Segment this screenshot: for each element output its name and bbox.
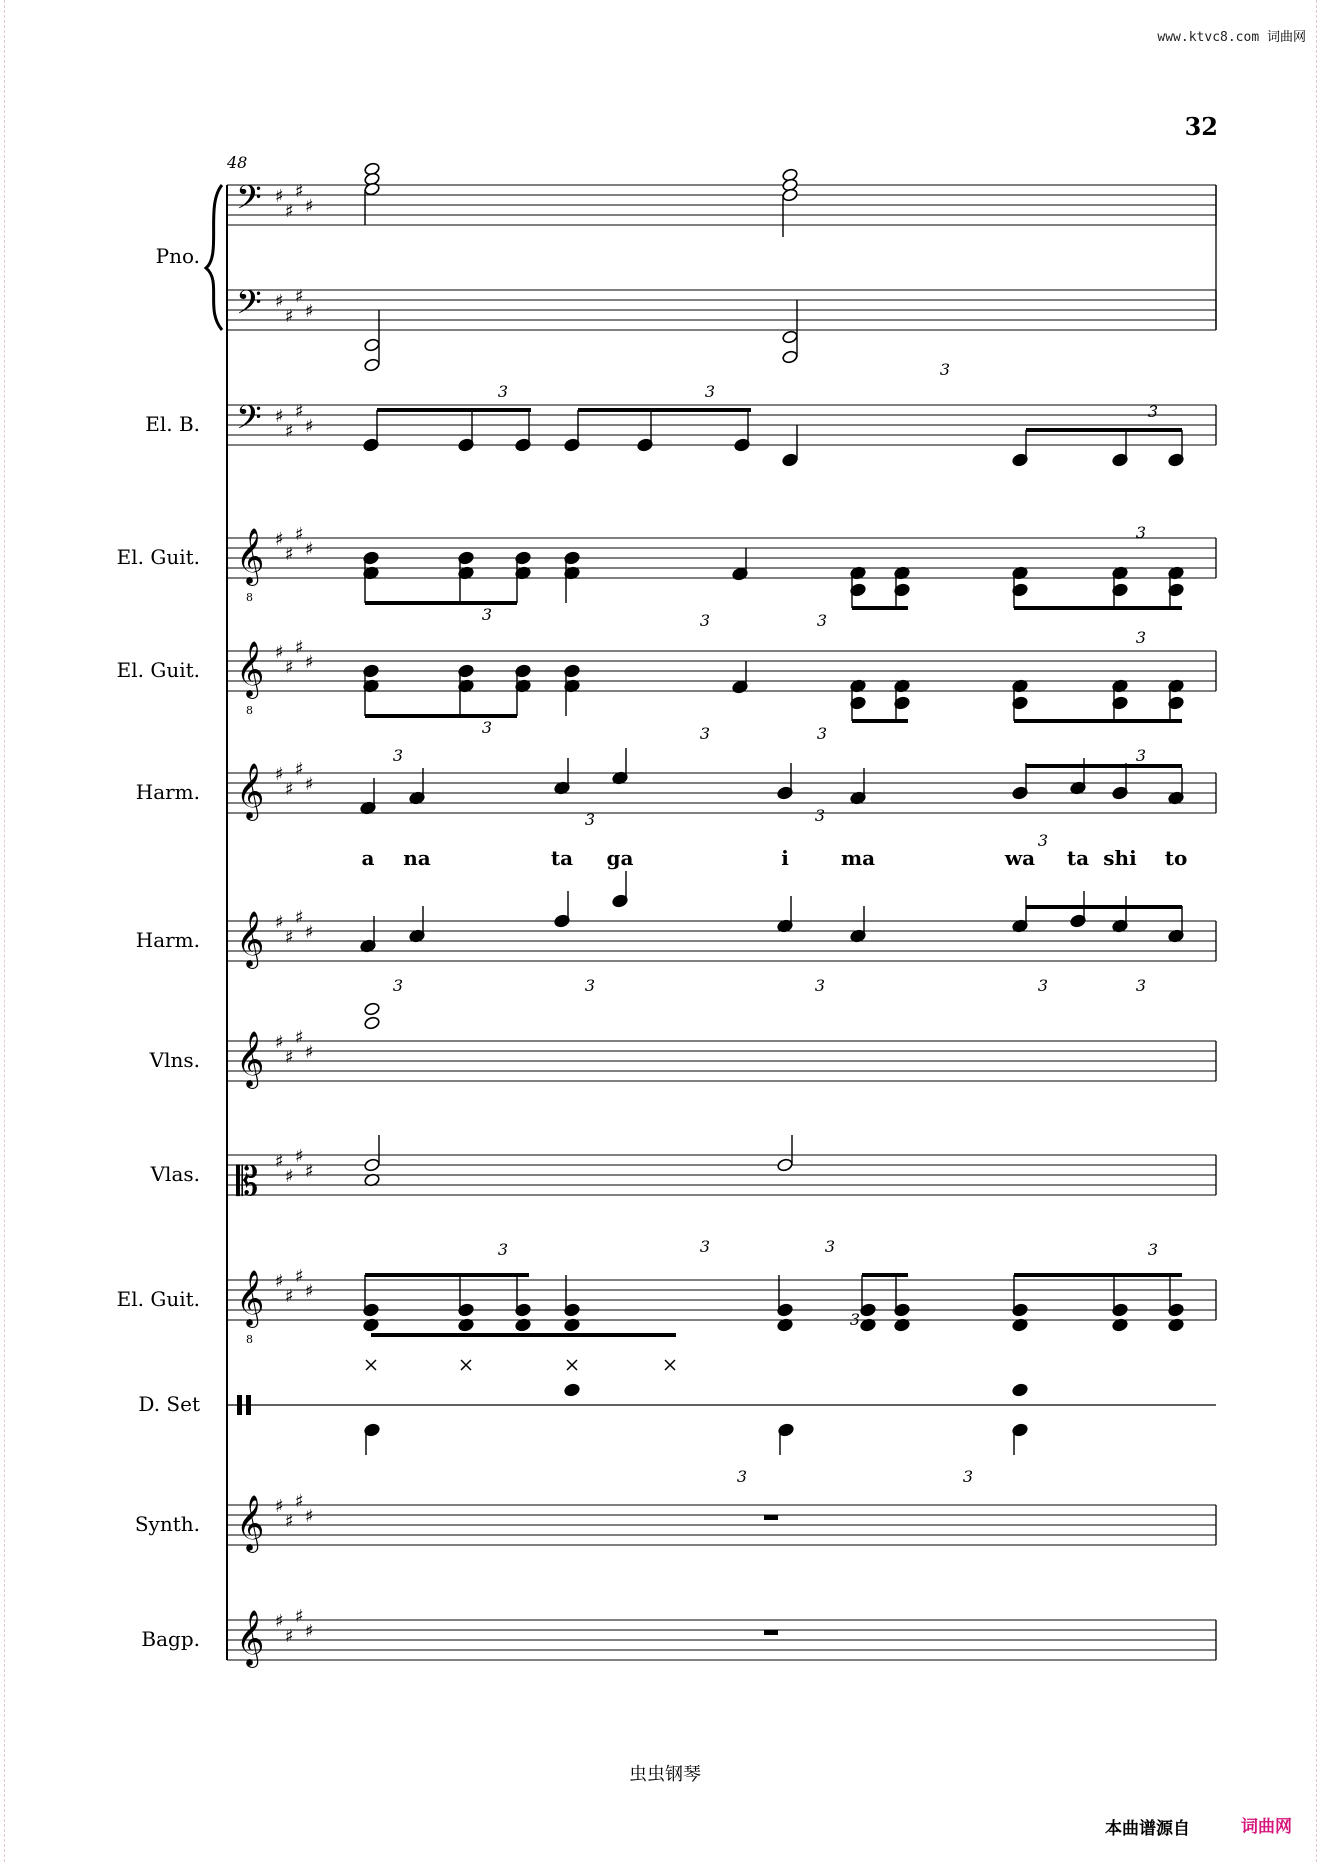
sharp-icon: ♯: [295, 1266, 304, 1287]
lyric-syllable: ga: [606, 846, 634, 870]
sharp-icon: ♯: [285, 1626, 294, 1647]
footer-source-label: 本曲谱源自: [1105, 1819, 1190, 1839]
triplet-mark: 3: [1135, 746, 1147, 765]
whole-rest: [764, 1630, 778, 1635]
triplet-mark: 3: [816, 611, 828, 630]
bass-notehead: [782, 330, 799, 344]
sharp-icon: ♯: [275, 291, 284, 312]
octave-8-icon: 8: [246, 1333, 253, 1346]
bass-clef-icon: 𝄢: [236, 399, 262, 445]
sharp-icon: ♯: [305, 1506, 314, 1527]
triplet-mark: 3: [699, 1237, 711, 1256]
sharp-icon: ♯: [295, 286, 304, 307]
sharp-icon: ♯: [275, 1151, 284, 1172]
triplet-mark: 3: [584, 976, 596, 995]
treble-8-clef-icon: 𝄞: [236, 641, 265, 697]
treble-clef-icon: 𝄞: [236, 1495, 265, 1551]
sharp-icon: ♯: [275, 1032, 284, 1053]
instrument-label: Pno.: [155, 244, 200, 268]
sharp-icon: ♯: [305, 1042, 314, 1063]
lyric-syllable: ma: [840, 846, 876, 870]
triplet-mark: 3: [699, 724, 711, 743]
sharp-icon: ♯: [275, 1611, 284, 1632]
piano-brace: [206, 185, 222, 330]
instrument-label: D. Set: [138, 1392, 200, 1416]
chord-notehead: [782, 188, 799, 202]
instrument-label: Harm.: [135, 780, 200, 804]
sharp-icon: ♯: [285, 657, 294, 678]
notehead: [564, 1383, 581, 1397]
sharp-icon: ♯: [275, 912, 284, 933]
sharp-icon: ♯: [275, 642, 284, 663]
triplet-mark: 3: [824, 1237, 836, 1256]
half-note: [364, 1158, 381, 1172]
sharp-icon: ♯: [285, 201, 294, 222]
sharp-icon: ♯: [285, 927, 294, 948]
staff-8: [227, 1027, 1216, 1089]
bass-clef-icon: 𝄢: [236, 284, 262, 330]
lyric-syllable: ta: [550, 846, 574, 870]
sharp-icon: ♯: [305, 1281, 314, 1302]
footer-app-name: 虫虫钢琴: [629, 1764, 701, 1785]
lyric-syllable: a: [361, 846, 375, 870]
staff-11: [227, 1395, 1216, 1415]
instrument-label: Harm.: [135, 928, 200, 952]
lyric-syllable: ta: [1066, 846, 1090, 870]
bass-notehead: [782, 350, 799, 364]
sharp-icon: ♯: [295, 181, 304, 202]
triplet-mark: 3: [816, 724, 828, 743]
bass-clef-icon: 𝄢: [236, 179, 262, 225]
whole-note: [364, 1016, 381, 1030]
sharp-icon: ♯: [305, 774, 314, 795]
sharp-icon: ♯: [295, 1491, 304, 1512]
triplet-mark: 3: [699, 611, 711, 630]
triplet-mark: 3: [1135, 976, 1147, 995]
triplet-mark: 3: [704, 382, 716, 401]
sharp-icon: ♯: [275, 529, 284, 550]
page-number: 32: [1184, 112, 1218, 141]
sharp-icon: ♯: [275, 764, 284, 785]
lyric-syllable: wa: [1004, 846, 1036, 870]
sharp-icon: ♯: [285, 1511, 294, 1532]
triplet-mark: 3: [392, 976, 404, 995]
sharp-icon: ♯: [285, 421, 294, 442]
instrument-label: Vlns.: [149, 1048, 200, 1072]
staff-5: [227, 637, 1216, 717]
triplet-mark: 3: [481, 718, 493, 737]
triplet-mark: 3: [481, 605, 493, 624]
staff-12: [227, 1491, 1216, 1553]
staff-2: [227, 284, 1216, 330]
instrument-label: El. B.: [145, 412, 200, 436]
sharp-icon: ♯: [295, 401, 304, 422]
staff-4: [227, 524, 1216, 604]
instrument-label: El. Guit.: [116, 1287, 200, 1311]
sharp-icon: ♯: [285, 544, 294, 565]
sharp-icon: ♯: [305, 196, 314, 217]
sharp-icon: ♯: [285, 1166, 294, 1187]
triplet-mark: 3: [1147, 1240, 1159, 1259]
sharp-icon: ♯: [285, 779, 294, 800]
sharp-icon: ♯: [305, 1621, 314, 1642]
staff-3: [227, 399, 1216, 445]
triplet-mark: 3: [497, 382, 509, 401]
instrument-label: Vlas.: [150, 1162, 200, 1186]
site-brand: 词曲网: [1266, 30, 1306, 45]
staff-13: [227, 1606, 1216, 1668]
sharp-icon: ♯: [285, 1286, 294, 1307]
staff-6: [227, 759, 1216, 821]
treble-clef-icon: 𝄞: [236, 763, 265, 819]
triplet-mark: 3: [1037, 976, 1049, 995]
sharp-icon: ♯: [305, 416, 314, 437]
treble-clef-icon: 𝄞: [236, 911, 265, 967]
notehead: [1012, 1383, 1029, 1397]
instrument-label: El. Guit.: [116, 658, 200, 682]
sharp-icon: ♯: [275, 1496, 284, 1517]
sharp-icon: ♯: [275, 1271, 284, 1292]
measure-number: 48: [227, 153, 248, 172]
sharp-icon: ♯: [275, 406, 284, 427]
octave-8-icon: 8: [246, 704, 253, 717]
sharp-icon: ♯: [295, 524, 304, 545]
bass-notehead: [364, 338, 381, 352]
sharp-icon: ♯: [305, 652, 314, 673]
sharp-icon: ♯: [305, 1161, 314, 1182]
sharp-icon: ♯: [295, 1027, 304, 1048]
treble-clef-icon: 𝄞: [236, 1031, 265, 1087]
triplet-mark: 3: [1135, 628, 1147, 647]
treble-8-clef-icon: 𝄞: [236, 528, 265, 584]
triplet-mark: 3: [736, 1467, 748, 1486]
sharp-icon: ♯: [295, 907, 304, 928]
triplet-mark: 3: [1037, 831, 1049, 850]
triplet-mark: 3: [392, 746, 404, 765]
treble-8-clef-icon: 𝄞: [236, 1270, 265, 1326]
staff-7: [227, 907, 1216, 969]
sharp-icon: ♯: [285, 1047, 294, 1068]
sharp-icon: ♯: [305, 922, 314, 943]
sharp-icon: ♯: [285, 306, 294, 327]
footer-source-brand[interactable]: 词曲网: [1241, 1817, 1292, 1837]
whole-rest: [764, 1515, 778, 1520]
half-note: [777, 1158, 794, 1172]
sharp-icon: ♯: [295, 759, 304, 780]
lyric-syllable: na: [403, 846, 431, 870]
instrument-label: Bagp.: [141, 1627, 200, 1651]
sharp-icon: ♯: [295, 1606, 304, 1627]
bass-notehead: [364, 358, 381, 372]
triplet-mark: 3: [849, 1310, 861, 1329]
percussion-clef-icon: [237, 1395, 242, 1415]
triplet-mark: 3: [497, 1240, 509, 1259]
sharp-icon: ♯: [295, 637, 304, 658]
triplet-mark: 3: [814, 976, 826, 995]
percussion-clef-icon: [246, 1395, 251, 1415]
alto-clef-icon: 𝄡: [236, 1159, 259, 1205]
sharp-icon: ♯: [275, 186, 284, 207]
site-url: www.ktvc8.com: [1157, 30, 1260, 45]
octave-8-icon: 8: [246, 591, 253, 604]
lyric-syllable: to: [1164, 846, 1188, 870]
triplet-mark: 3: [814, 806, 826, 825]
sharp-icon: ♯: [295, 1146, 304, 1167]
notehead: [782, 453, 799, 467]
triplet-mark: 3: [962, 1467, 974, 1486]
sharp-icon: ♯: [305, 301, 314, 322]
lyric-syllable: shi: [1103, 846, 1137, 870]
sharp-icon: ♯: [305, 539, 314, 560]
triplet-mark: 3: [1135, 523, 1147, 542]
triplet-mark: 3: [584, 810, 596, 829]
treble-clef-icon: 𝄞: [236, 1610, 265, 1666]
triplet-mark: 3: [939, 360, 951, 379]
chord-notehead: [364, 182, 381, 196]
triplet-mark: 3: [1147, 402, 1159, 421]
instrument-label: El. Guit.: [116, 545, 200, 569]
instrument-label: Synth.: [134, 1512, 200, 1536]
whole-note: [364, 1002, 381, 1016]
lyric-syllable: i: [781, 846, 789, 870]
